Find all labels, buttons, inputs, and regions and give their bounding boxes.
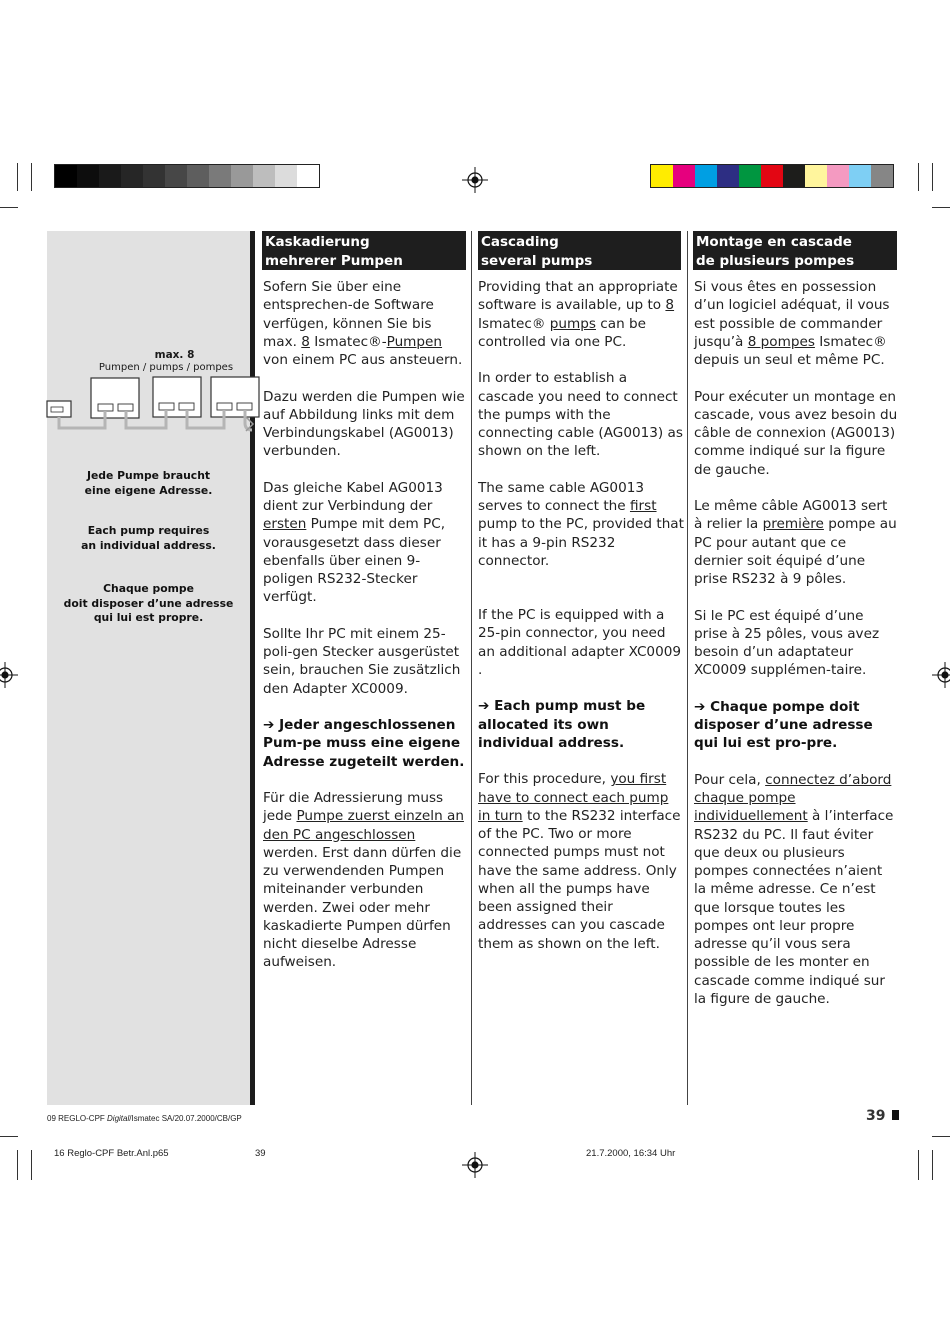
left-note-fr: Chaque pompe doit disposer d’une adresse qui lui est propre. <box>63 582 234 624</box>
page-marker-icon <box>892 1110 899 1120</box>
color-swatch <box>253 165 275 187</box>
crop-mark <box>932 207 950 208</box>
crop-mark <box>31 163 32 191</box>
registration-mark-icon <box>0 662 18 688</box>
paragraph: Sollte Ihr PC mit einem 25-poli-gen Stecker ausgerüstet sein, brauchen Sie zusätzlich den Adapter XC0009. <box>263 625 461 697</box>
crop-mark <box>918 1150 919 1180</box>
color-swatch <box>695 165 717 187</box>
registration-mark-icon <box>462 167 488 193</box>
paragraph: Sofern Sie über eine entsprechen-de Software verfügen, können Sie bis max. 8 Ismatec®-Pumpen von einem PC aus ansteuern. <box>263 279 463 368</box>
color-swatch <box>717 165 739 187</box>
color-swatch <box>673 165 695 187</box>
paragraph: For this procedure, you first have to connect each pump in turn to the RS232 interface of the PC. Two or more connected pumps must not have the same address. Only when all the pumps have been assigned their addresses can you cascade them as shown on the left. <box>478 771 681 952</box>
paragraph: Le même câble AG0013 sert à relier la première pompe au PC pour autant que ce dernier soit équipé d’une prise RS232 à 9 pôles. <box>694 498 897 587</box>
color-swatch <box>99 165 121 187</box>
paragraph: Si vous êtes en possession d’un logiciel adéquat, il vous est possible de commander jusqu’à 8 pompes Ismatec® depuis un seul et même PC. <box>694 279 890 368</box>
left-note-de: Jede Pumpe braucht eine eigene Adresse. <box>84 469 213 497</box>
color-swatch <box>871 165 893 187</box>
column-divider <box>687 231 688 1105</box>
arrow-right-icon: ➔ <box>263 717 275 733</box>
color-swatch <box>275 165 297 187</box>
column-divider <box>471 231 472 1105</box>
arrow-right-icon: ➔ <box>478 698 490 715</box>
heading-fr: Montage en cascade de plusieurs pompes <box>693 231 897 270</box>
column-fr <box>694 278 898 1026</box>
important-note: ➔ Each pump must be allocated its own individual address. <box>478 698 646 751</box>
paragraph: Das gleiche Kabel AG0013 dient zur Verbindung der ersten Pumpe mit dem PC, vorausgesetzt dass dieser ebenfalls über einen 9-poligen RS232-Stecker verfügt. <box>263 479 446 606</box>
grayscale-color-bar <box>54 164 320 188</box>
slug-datetime: 21.7.2000, 16:34 Uhr <box>586 1148 676 1159</box>
paragraph: Für die Adressierung muss jede Pumpe zuerst einzeln an den PC angeschlossen werden. Erst dann dürfen die zu verwendenden Pumpen miteinander verbunden werden. Zwei oder mehr kaskadierte Pumpen dürfen nicht dieselbe Adresse aufweisen. <box>263 790 464 971</box>
paragraph: Providing that an appropriate software is available, up to 8 Ismatec® pumps can be controlled via one PC. <box>478 279 678 350</box>
page-number: 39 <box>866 1108 899 1124</box>
registration-mark-icon <box>932 662 950 688</box>
crop-mark <box>0 207 18 208</box>
crop-mark <box>932 1136 950 1137</box>
column-en <box>478 278 684 971</box>
diagram-max-label: max. 8 <box>154 349 195 361</box>
color-swatch <box>805 165 827 187</box>
color-swatch <box>143 165 165 187</box>
color-swatch <box>651 165 673 187</box>
diagram-pumps-label: Pumpen / pumps / pompes <box>98 362 234 373</box>
color-swatch <box>783 165 805 187</box>
heading-de: Kaskadierung mehrerer Pumpen <box>262 231 466 270</box>
crop-mark <box>17 163 18 191</box>
crop-mark <box>932 1150 933 1180</box>
paragraph: If the PC is equipped with a 25-pin connector, you need an additional adapter XC0009 . <box>478 607 682 678</box>
crop-mark <box>0 1136 18 1137</box>
process-color-bar <box>650 164 894 188</box>
color-swatch <box>297 165 319 187</box>
column-de <box>263 278 469 990</box>
color-swatch <box>77 165 99 187</box>
left-note-en: Each pump requires an individual address. <box>81 524 216 552</box>
paragraph: Si le PC est équipé d’une prise à 25 pôles, vous avez besoin d’un adaptateur XC0009 supplémen-taire. <box>694 607 880 679</box>
color-swatch <box>121 165 143 187</box>
arrow-right-icon: ➔ <box>694 698 706 715</box>
color-swatch <box>231 165 253 187</box>
registration-mark-icon <box>462 1152 488 1178</box>
crop-mark <box>31 1150 32 1180</box>
heading-en: Cascading several pumps <box>478 231 681 270</box>
color-swatch <box>849 165 871 187</box>
crop-mark <box>932 163 933 191</box>
color-swatch <box>827 165 849 187</box>
crop-mark <box>918 163 919 191</box>
paragraph: Pour cela, connectez d’abord chaque pompe individuellement à l’interface RS232 du PC. Il faut éviter que deux ou plusieurs pompes connectées n’aient la même adresse. Ce n’est que lorsque toutes les pompes ont leur propre adresse qu’il vous sera possible de les monter en cascade comme indiqué sur la figure de gauche. <box>694 771 894 1007</box>
pump-cascade-diagram <box>46 373 266 443</box>
slug-file: 16 Reglo-CPF Betr.Anl.p65 <box>54 1148 169 1159</box>
paragraph: The same cable AG0013 serves to connect the first pump to the PC, provided that it has a 9-pin RS232 connector. <box>478 479 684 569</box>
footer-imprint: 09 REGLO-CPF Digital/Ismatec SA/20.07.2000/CB/GP <box>47 1114 242 1123</box>
paragraph: Pour exécuter un montage en cascade, vous avez besoin du câble de connexion (AG0013) comme indiqué sur la figure de gauche. <box>694 388 898 478</box>
paragraph: Dazu werden die Pumpen wie auf Abbildung links mit dem Verbindungskabel (AG0013) verbunden. <box>263 388 465 460</box>
color-swatch <box>209 165 231 187</box>
color-swatch <box>761 165 783 187</box>
color-swatch <box>187 165 209 187</box>
important-note: ➔ Jeder angeschlossenen Pum-pe muss eine eigene Adresse zugeteilt werden. <box>263 717 465 770</box>
paragraph: In order to establish a cascade you need to connect the pumps with the connecting cable (AG0013) as shown on the left. <box>478 370 683 460</box>
crop-mark <box>17 1150 18 1180</box>
color-swatch <box>739 165 761 187</box>
color-swatch <box>55 165 77 187</box>
color-swatch <box>165 165 187 187</box>
slug-page: 39 <box>255 1148 266 1159</box>
important-note: ➔ Chaque pompe doit disposer d’une adresse qui lui est pro-pre. <box>694 698 873 752</box>
